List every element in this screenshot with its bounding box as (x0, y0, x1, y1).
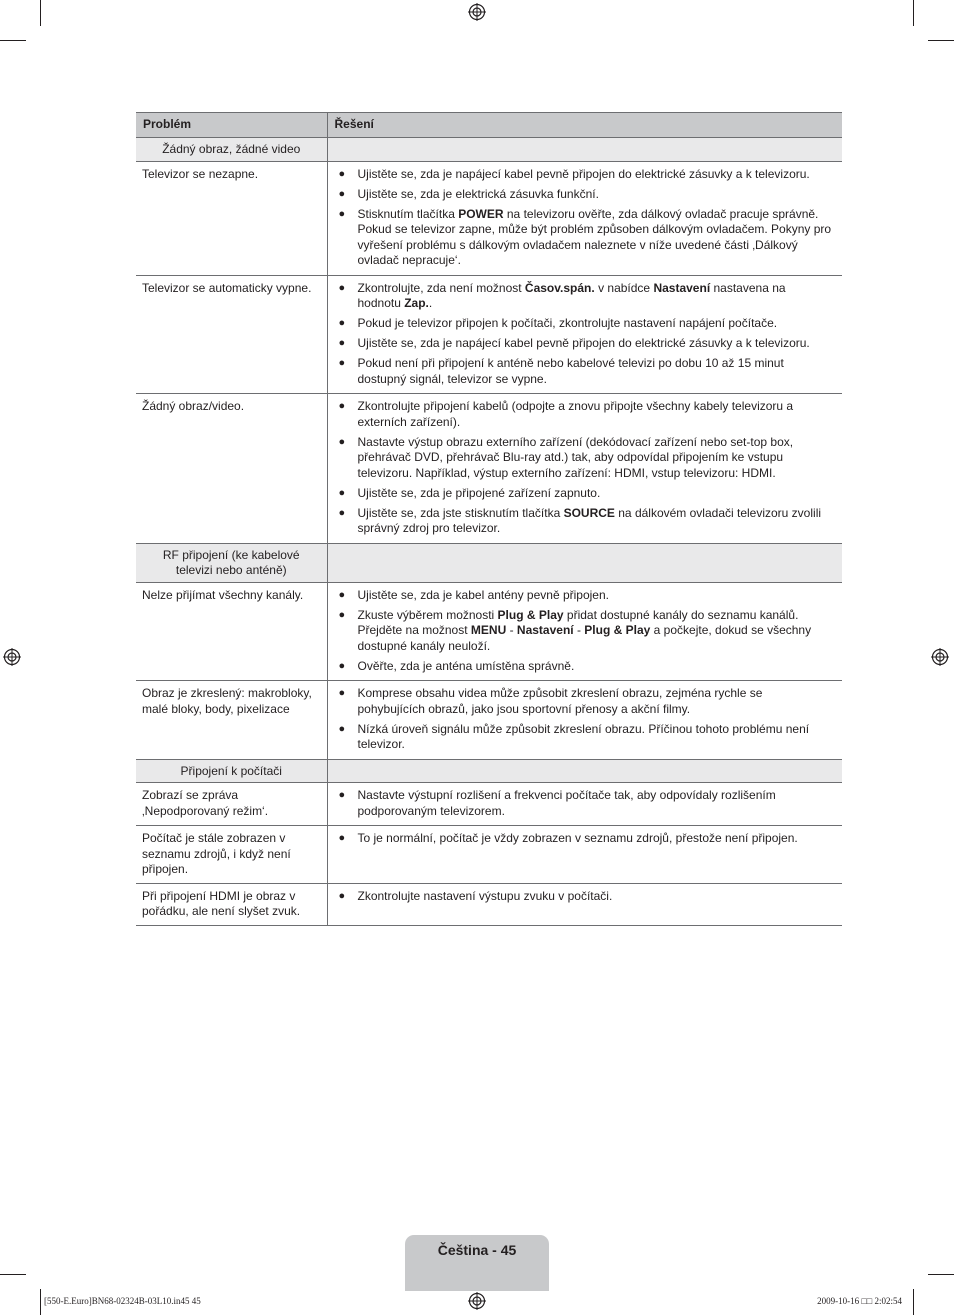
table-row (136, 394, 842, 544)
bullet-icon: ● (338, 187, 346, 200)
solution-text: . (428, 296, 433, 310)
solution-list (334, 399, 833, 537)
bullet-icon: ● (338, 608, 346, 621)
solution-text: Zkontrolujte, zda není možnost (357, 280, 525, 295)
table-header-row (136, 113, 842, 138)
solution-list (334, 588, 833, 675)
list-item (334, 588, 833, 604)
solution-emphasis: POWER (458, 206, 504, 221)
table-row (136, 582, 842, 681)
table-row (136, 783, 842, 826)
registration-mark-icon (468, 3, 486, 21)
header-problem: Problém (136, 113, 327, 138)
header-solution: Řešení (327, 113, 842, 138)
solution-cell (327, 161, 842, 275)
solution-emphasis: MENU (470, 623, 507, 637)
solution-text: - (506, 623, 517, 637)
crop-mark (40, 1289, 41, 1315)
problem-cell: Televizor se automaticky vypne. (136, 275, 327, 394)
registration-mark-icon (3, 648, 21, 666)
solution-text: přidat dostupné kanály do seznamu kanálů. Přejděte na možnost (357, 607, 799, 637)
list-item (334, 506, 833, 537)
solution-text: Nízká úroveň signálu může způsobit zkreslení obrazu. Příčinou tohoto problému není televizor. (357, 721, 810, 751)
table-row (136, 681, 842, 760)
problem-cell: Obraz je zkreslený: makrobloky, malé bloky, body, pixelizace (136, 681, 327, 760)
solution-cell (327, 681, 842, 760)
solution-cell (327, 883, 842, 925)
solution-list (334, 889, 833, 905)
solution-text: Nastavte výstup obrazu externího zařízení (dekódovací zařízení nebo set-top box, přehrávač DVD, přehrávač Blu-ray atd.) tak, aby odpovídal připojením ke vstupu televizoru. Například, výstup externího zařízení: HDMI, vstup televizoru: HDMI. (357, 434, 794, 480)
crop-mark (0, 40, 26, 41)
solution-text: Ověřte, zda je anténa umístěna správně. (357, 658, 575, 673)
solution-text: v nabídce (594, 280, 654, 295)
crop-mark (913, 1289, 914, 1315)
solution-text: Stisknutím tlačítka (357, 206, 459, 221)
problem-cell: Nelze přijímat všechny kanály. (136, 582, 327, 681)
list-item (334, 889, 833, 905)
bullet-icon: ● (338, 506, 346, 519)
list-item (334, 608, 833, 655)
solution-emphasis: Zap. (404, 296, 429, 310)
list-item (334, 316, 833, 332)
solution-text: na dálkovém ovladači televizoru zvolili správný zdroj pro televizor. (357, 505, 822, 535)
section-title: Připojení k počítači (136, 759, 327, 783)
bullet-icon: ● (338, 435, 346, 448)
solution-list (334, 167, 833, 269)
solution-text: Zkontrolujte nastavení výstupu zvuku v počítači. (357, 888, 613, 903)
solution-cell (327, 582, 842, 681)
solution-text: na televizoru ověřte, zda dálkový ovladač pracuje správně. Pokud se televizor zapne, může být problém způsoben dálkovým ovladačem. Pokyny pro vyřešení problému s dálkovým ovladačem naleznete v níže uvedené části ‚Dálkový ovladač nepracuje‘. (357, 206, 832, 267)
table-row (136, 161, 842, 275)
list-item (334, 788, 833, 819)
section-title: Žádný obraz, žádné video (136, 138, 327, 162)
solution-emphasis: Časov.spán. (524, 280, 595, 295)
solution-text: nastavena na hodnotu (357, 280, 786, 310)
solution-text: Zkuste výběrem možnosti (357, 607, 498, 622)
bullet-icon: ● (338, 832, 346, 844)
table-row (136, 275, 842, 394)
bullet-icon: ● (338, 687, 346, 699)
list-item (334, 336, 833, 352)
solution-text: Pokud není při připojení k anténě nebo kabelové televizi po dobu 10 až 15 minut dostupný signál, televizor se vypne. (357, 356, 784, 386)
registration-mark-icon (931, 648, 949, 666)
crop-mark (913, 0, 914, 26)
problem-cell: Při připojení HDMI je obraz v pořádku, ale není slyšet zvuk. (136, 883, 327, 925)
bullet-icon: ● (338, 889, 346, 902)
list-item (334, 167, 833, 183)
footer-timestamp: 2009-10-16 □□ 2:02:54 (817, 1296, 902, 1306)
problem-cell: Zobrazí se zpráva ‚Nepodporovaný režim‘. (136, 783, 327, 826)
section-empty-cell (327, 759, 842, 783)
section-empty-cell (327, 138, 842, 162)
bullet-icon: ● (338, 281, 346, 294)
problem-cell: Počítač je stále zobrazen v seznamu zdrojů, i když není připojen. (136, 826, 327, 884)
table-row (136, 826, 842, 884)
solution-text: Nastavte výstupní rozlišení a frekvenci počítače tak, aby odpovídaly rozlišením podporovaným televizorem. (357, 788, 776, 818)
solution-emphasis: Nastavení (516, 623, 574, 637)
section-row (136, 759, 842, 783)
crop-mark (0, 1274, 26, 1275)
registration-mark-icon (468, 1292, 486, 1310)
list-item (334, 281, 833, 312)
solution-text: Ujistěte se, zda je připojené zařízení zapnuto. (357, 485, 601, 500)
bullet-icon: ● (338, 486, 346, 499)
list-item (334, 207, 833, 269)
solution-list (334, 788, 833, 819)
solution-emphasis: Nastavení (653, 280, 711, 295)
solution-text: Ujistěte se, zda je kabel antény pevně připojen. (357, 587, 609, 602)
bullet-icon: ● (338, 207, 346, 220)
solution-text: Ujistěte se, zda je napájecí kabel pevně připojen do elektrické zásuvky a k televizoru. (357, 166, 810, 181)
bullet-icon: ● (338, 722, 346, 735)
solution-cell (327, 394, 842, 544)
solution-emphasis: SOURCE (563, 505, 615, 520)
solution-text: Komprese obsahu videa může způsobit zkreslení obrazu, zejména rychle se pohybujících obrazů, jako jsou sportovní přenosy a akční filmy. (357, 686, 763, 716)
solution-text: Zkontrolujte připojení kabelů (odpojte a znovu připojte všechny kabely televizoru a externích zařízení). (357, 399, 794, 429)
table-row (136, 883, 842, 925)
section-title: RF připojení (ke kabelové televizi nebo anténě) (136, 543, 327, 582)
list-item (334, 486, 833, 502)
solution-text: - (573, 623, 585, 637)
bullet-icon: ● (338, 337, 346, 349)
solution-text: Ujistěte se, zda je elektrická zásuvka funkční. (357, 186, 599, 201)
list-item (334, 659, 833, 675)
crop-mark (40, 0, 41, 26)
solution-list (334, 281, 833, 388)
list-item (334, 831, 833, 847)
section-row (136, 543, 842, 582)
bullet-icon: ● (338, 400, 346, 412)
solution-emphasis: Plug & Play (497, 607, 564, 622)
list-item (334, 399, 833, 430)
table-body (136, 138, 842, 926)
solution-text: Pokud je televizor připojen k počítači, zkontrolujte nastavení napájení počítače. (357, 316, 778, 330)
bullet-icon: ● (338, 588, 346, 601)
solution-cell (327, 275, 842, 394)
solution-emphasis: Plug & Play (584, 623, 651, 637)
solution-cell (327, 783, 842, 826)
solution-cell (327, 826, 842, 884)
section-row (136, 138, 842, 162)
page-number: Čeština - 45 (437, 1242, 517, 1258)
crop-mark (928, 40, 954, 41)
list-item (334, 686, 833, 717)
solution-text: Ujistěte se, zda jste stisknutím tlačítka (357, 505, 564, 520)
list-item (334, 187, 833, 203)
solution-list (334, 686, 833, 753)
solution-text: To je normální, počítač je vždy zobrazen v seznamu zdrojů, přestože není připojen. (357, 831, 798, 845)
crop-mark (928, 1274, 954, 1275)
list-item (334, 435, 833, 482)
list-item (334, 722, 833, 753)
bullet-icon: ● (338, 789, 346, 801)
bullet-icon: ● (338, 659, 346, 672)
solution-text: a počkejte, dokud se všechny dostupné kanály neuloží. (357, 623, 812, 653)
bullet-icon: ● (338, 317, 346, 329)
solution-text: Ujistěte se, zda je napájecí kabel pevně připojen do elektrické zásuvky a k televizoru. (357, 336, 810, 350)
solution-list (334, 831, 833, 847)
section-empty-cell (327, 543, 842, 582)
list-item (334, 356, 833, 387)
bullet-icon: ● (338, 167, 346, 180)
problem-cell: Žádný obraz/video. (136, 394, 327, 544)
bullet-icon: ● (338, 357, 346, 369)
footer-file-info: [550-E.Euro]BN68-02324B-03L10.in45 45 (44, 1296, 201, 1306)
troubleshooting-table (136, 112, 842, 926)
problem-cell: Televizor se nezapne. (136, 161, 327, 275)
